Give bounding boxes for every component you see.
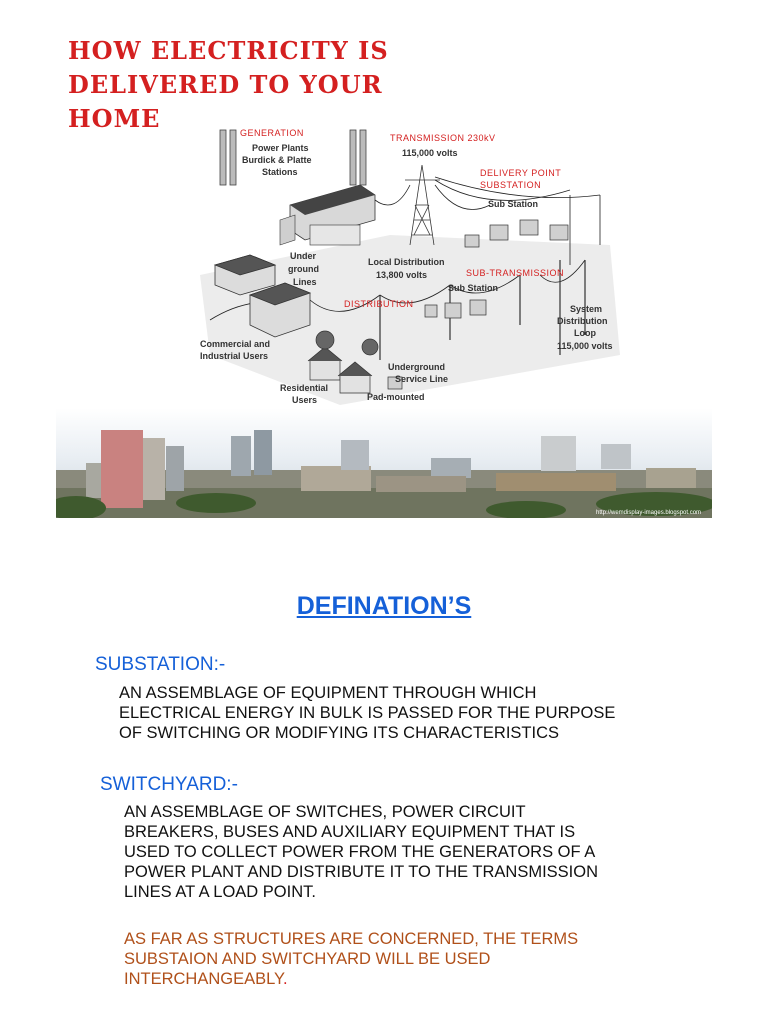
- electricity-delivery-diagram: [190, 125, 630, 410]
- section-heading: DEFINATION’S: [296, 592, 472, 620]
- usage-note: [124, 929, 578, 989]
- local-distribution-volts-label: 13,800 volts: [376, 270, 428, 280]
- local-distribution-label: Local Distribution: [368, 257, 445, 267]
- definition-line: USED TO COLLECT POWER FROM THE GENERATORS OF A: [124, 843, 596, 861]
- pad-mounted-label: Pad-mounted: [367, 392, 425, 402]
- switchyard-term: SWITCHYARD:-: [100, 774, 238, 795]
- delivery-point-label: DELIVERY POINT: [480, 168, 562, 178]
- definition-line: ELECTRICAL ENERGY IN BULK IS PASSED FOR THE PURPOSE: [119, 704, 616, 722]
- city-skyline-photo: [56, 408, 712, 518]
- substation-term: SUBSTATION:-: [95, 654, 226, 675]
- transmission-label: TRANSMISSION 230kV: [390, 133, 496, 143]
- commercial-users-label: Industrial Users: [200, 351, 269, 361]
- underground-lines-label: Lines: [293, 277, 317, 287]
- definition-line: POWER PLANT AND DISTRIBUTE IT TO THE TRANSMISSION: [124, 863, 599, 881]
- system-loop-volts-label: 115,000 volts: [557, 341, 613, 351]
- underground-service-label: Service Line: [395, 374, 449, 384]
- underground-service-label: Underground: [388, 362, 445, 372]
- note-line-text: INTERCHANGEABLY: [124, 970, 283, 988]
- photo-caption: http://wemdisplay-images.blogspot.com: [596, 510, 702, 516]
- note-trailing-period: .: [282, 970, 288, 988]
- definition-line: AN ASSEMBLAGE OF SWITCHES, POWER CIRCUIT: [124, 803, 526, 821]
- sub-station-label: Sub Station: [488, 199, 538, 209]
- definition-line: BREAKERS, BUSES AND AUXILIARY EQUIPMENT THAT IS: [124, 823, 576, 841]
- system-loop-label: System: [570, 304, 603, 314]
- title-line: DELIVERED TO YOUR: [68, 70, 383, 99]
- underground-lines-label: Under: [290, 251, 317, 261]
- commercial-users-label: Commercial and: [200, 339, 271, 349]
- distribution-label: DISTRIBUTION: [344, 299, 414, 309]
- transmission-tower: [405, 165, 440, 245]
- residential-users-label: Users: [292, 395, 318, 405]
- definition-line: LINES AT A LOAD POINT.: [124, 883, 316, 901]
- system-loop-label: Loop: [574, 328, 596, 338]
- delivery-point-label: SUBSTATION: [480, 180, 542, 190]
- generation-label: GENERATION: [240, 128, 304, 138]
- underground-lines-label: ground: [288, 264, 319, 274]
- power-plants-label: Burdick & Platte: [242, 155, 312, 165]
- note-line: [124, 969, 578, 989]
- switchyard-definition: [124, 802, 598, 902]
- page-title: [68, 34, 428, 136]
- definition-line: OF SWITCHING OR MODIFYING ITS CHARACTERISTICS: [119, 724, 560, 742]
- sub-station-label: Sub Station: [448, 283, 498, 293]
- residential-users-label: Residential: [280, 383, 329, 393]
- note-line: SUBSTAION AND SWITCHYARD WILL BE USED: [124, 950, 491, 968]
- power-plants-label: Power Plants: [252, 143, 309, 153]
- transmission-volts-label: 115,000 volts: [402, 148, 458, 158]
- power-plants-label: Stations: [262, 167, 298, 177]
- note-line: AS FAR AS STRUCTURES ARE CONCERNED, THE TERMS: [124, 930, 579, 948]
- definition-line: AN ASSEMBLAGE OF EQUIPMENT THROUGH WHICH: [119, 684, 537, 702]
- title-line: HOW ELECTRICITY IS: [68, 36, 389, 65]
- system-loop-label: Distribution: [557, 316, 608, 326]
- sub-transmission-label: SUB-TRANSMISSION: [466, 268, 565, 278]
- title-line: HOME: [68, 104, 161, 133]
- substation-definition: [119, 683, 615, 743]
